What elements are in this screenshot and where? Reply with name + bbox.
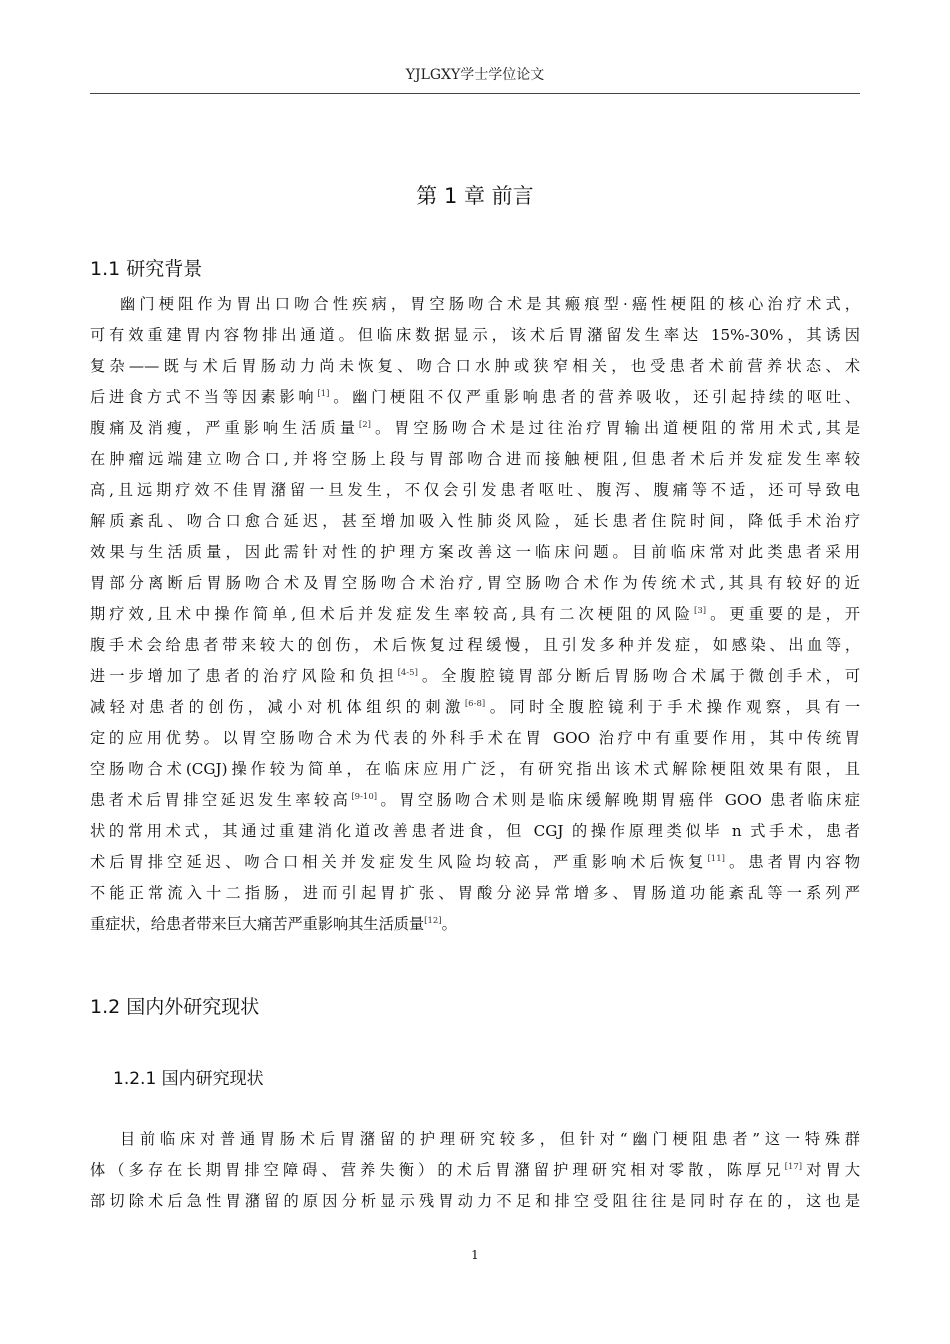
text-line: 复杂——既与术后胃肠动力尚未恢复、吻合口水肿或狭窄相关，也受患者术前营养状态、术 — [90, 357, 860, 375]
text-line: 幽门梗阻作为胃出口吻合性疾病，胃空肠吻合术是其瘢痕型·癌性梗阻的核心治疗术式， — [120, 295, 860, 313]
text-segment: 。幽门梗阻不仅严重影响患者的营养吸收，还引起持续的呕吐、 — [329, 388, 861, 406]
text-segment: 重症状，给患者带来巨大痛苦严重影响其生活质量 — [90, 915, 425, 933]
paragraph-domestic-research — [90, 1124, 860, 1217]
text-line: 不能正常流入十二指肠，进而引起胃扩张、胃酸分泌异常增多、胃肠道功能紊乱等一系列严 — [90, 884, 860, 902]
text-line — [90, 785, 860, 816]
text-segment: 患者术后胃排空延迟发生率较高 — [90, 791, 352, 809]
text-line: 胃部分离断后胃肠吻合术及胃空肠吻合术治疗,胃空肠吻合术作为传统术式,其具有较好的近 — [90, 574, 860, 592]
text-segment: 。患者胃内容物 — [724, 853, 861, 871]
text-line — [90, 413, 860, 444]
text-segment: 。 — [441, 915, 457, 933]
citation: [12] — [424, 916, 442, 926]
chapter-title: 第 1 章 前言 — [416, 184, 534, 208]
text-line — [90, 382, 860, 413]
section-heading-1-1: 1.1 研究背景 — [90, 258, 203, 280]
citation: [6-8] — [464, 699, 486, 709]
citation: [11] — [707, 854, 725, 864]
text-line: 效果与生活质量，因此需针对性的护理方案改善这一临床问题。目前临床常对此类患者采用 — [90, 543, 860, 561]
text-segment: 。胃空肠吻合术是过往治疗胃输出道梗阻的常用术式,其是 — [370, 419, 861, 437]
section-heading-1-2: 1.2 国内外研究现状 — [90, 996, 260, 1018]
text-line: 腹手术会给患者带来较大的创伤，术后恢复过程缓慢，且引发多种并发症，如感染、出血等， — [90, 636, 860, 654]
citation: [3] — [694, 606, 707, 616]
header-rule — [90, 93, 860, 94]
text-line — [90, 599, 860, 630]
text-segment: 后进食方式不当等因素影响 — [90, 388, 318, 406]
text-line: 目前临床对普通胃肠术后胃潴留的护理研究较多，但针对“幽门梗阻患者”这一特殊群 — [120, 1130, 860, 1148]
text-segment: 期疗效,且术中操作简单,但术后并发症发生率较高,具有二次梗阻的风险 — [90, 605, 694, 623]
page-number: 1 — [471, 1248, 479, 1262]
text-line: 状的常用术式，其通过重建消化道改善患者进食，但 CGJ 的操作原理类似毕 n 式手术，患者 — [90, 822, 860, 840]
text-line: 空肠吻合术(CGJ)操作较为简单，在临床应用广泛，有研究指出该术式解除梗阻效果有限，且 — [90, 760, 860, 778]
text-segment: 减轻对患者的创伤，减小对机体组织的刺激 — [90, 698, 465, 716]
citation: [17] — [784, 1162, 803, 1172]
running-header: YJLGXY学士学位论文 — [405, 67, 545, 83]
text-segment: 术后胃排空延迟、吻合口相关并发症发生风险均较高，严重影响术后恢复 — [90, 853, 708, 871]
text-segment: 。更重要的是，开 — [706, 605, 861, 623]
text-segment: 体（多存在长期胃排空障碍、营养失衡）的术后胃潴留护理研究相对零散，陈厚兄 — [90, 1161, 785, 1179]
text-line: 高,且远期疗效不佳胃潴留一旦发生，不仅会引发患者呕吐、腹泻、腹痛等不适，还可导致电 — [90, 481, 860, 499]
text-line: 部切除术后急性胃潴留的原因分析显示残胃动力不足和排空受阻往往是同时存在的，这也是 — [90, 1192, 860, 1210]
text-segment: 对胃大 — [802, 1161, 861, 1179]
citation: [4-5] — [397, 668, 418, 678]
text-segment: 。胃空肠吻合术则是临床缓解晚期胃癌伴 GOO 患者临床症 — [377, 791, 860, 809]
text-segment: 。全腹腔镜胃部分断后胃肠吻合术属于微创手术，可 — [417, 667, 861, 685]
citation: [9-10] — [351, 792, 378, 802]
citation: [2] — [358, 420, 371, 430]
section-heading-1-2-1: 1.2.1 国内研究现状 — [113, 1069, 264, 1089]
text-segment: 。同时全腹腔镜利于手术操作观察，具有一 — [485, 698, 861, 716]
text-line — [90, 661, 860, 692]
text-segment: 进一步增加了患者的治疗风险和负担 — [90, 667, 398, 685]
citation: [1] — [317, 389, 330, 399]
text-line — [90, 909, 860, 940]
text-line: 可有效重建胃内容物排出通道。但临床数据显示，该术后胃潴留发生率达 15%-30%，其诱因 — [90, 326, 860, 344]
text-line: 定的应用优势。以胃空肠吻合术为代表的外科手术在胃 GOO 治疗中有重要作用，其中传统胃 — [90, 729, 860, 747]
text-line: 解质紊乱、吻合口愈合延迟，甚至增加吸入性肺炎风险，延长患者住院时间，降低手术治疗 — [90, 512, 860, 530]
text-line — [90, 692, 860, 723]
text-line: 在肿瘤远端建立吻合口,并将空肠上段与胃部吻合进而接触梗阻,但患者术后并发症发生率较 — [90, 450, 860, 468]
text-line — [90, 847, 860, 878]
text-line — [90, 1155, 860, 1186]
paragraph-background — [90, 289, 860, 940]
text-segment: 腹痛及消瘦，严重影响生活质量 — [90, 419, 359, 437]
